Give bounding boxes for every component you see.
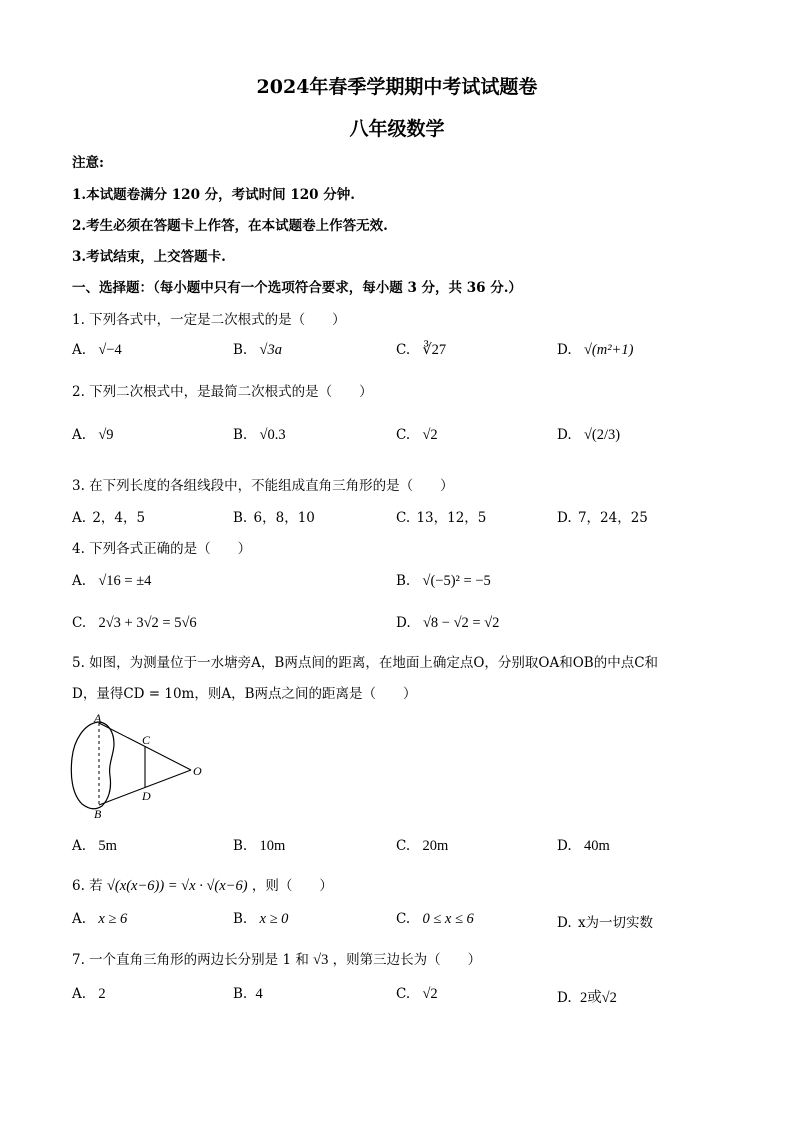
point-b-label: B <box>94 807 102 821</box>
option-expr: 2，4，5 <box>92 510 146 526</box>
option-expr: 6，8，10 <box>253 510 315 526</box>
question-7-stem <box>72 948 481 969</box>
option-expr: √16 = ±4 <box>98 573 152 589</box>
option-expr: 20m <box>422 838 449 854</box>
option-label: A. <box>72 838 87 854</box>
question-4-option-b <box>396 573 491 590</box>
stem-prefix: 6. 若 <box>72 878 103 894</box>
option-label: A. <box>72 573 87 589</box>
option-expr: √−4 <box>98 342 122 358</box>
point-o-label: O <box>193 764 202 778</box>
question-7-option-b <box>233 986 263 1003</box>
option-label: D. <box>557 427 572 443</box>
question-6-option-d <box>557 911 653 931</box>
question-1-option-b <box>233 342 282 359</box>
exam-subtitle: 八年级数学 <box>349 118 445 140</box>
option-expr: √9 <box>98 427 114 443</box>
notice-item-3: 3.考试结束，上交答题卡. <box>72 249 226 265</box>
option-label: D. <box>557 990 572 1006</box>
option-expr: 13，12，5 <box>416 510 487 526</box>
option-label: D. <box>557 838 572 854</box>
option-expr: √8 − √2 = √2 <box>422 615 500 631</box>
question-3-option-c <box>396 506 486 526</box>
question-6-option-a <box>72 911 127 928</box>
question-5-stem-line-2: D，量得CD = 10m，则A，B两点之间的距离是（ ） <box>72 686 417 702</box>
question-5-option-b <box>233 838 285 855</box>
pond-outline <box>71 722 114 809</box>
stem-expr: √(x(x−6)) = √x · √(x−6) <box>106 878 248 894</box>
question-2-option-c <box>396 427 438 444</box>
option-expr: √3a <box>259 342 282 358</box>
option-expr: 40m <box>583 838 610 854</box>
question-2-option-b <box>233 427 286 444</box>
stem-suffix: ，则（ ） <box>251 878 333 894</box>
option-expr: x ≥ 6 <box>98 911 128 927</box>
question-4-stem: 4. 下列各式正确的是（ ） <box>72 541 252 557</box>
option-label: D. <box>557 915 572 931</box>
question-4-option-d <box>396 615 499 632</box>
question-4-option-a <box>72 573 151 590</box>
option-expr: ∛27 <box>422 342 447 358</box>
question-3-option-b <box>233 506 315 526</box>
option-expr: √(2/3) <box>583 427 621 443</box>
point-d-label: D <box>142 789 151 803</box>
option-label: B. <box>233 510 248 526</box>
question-2-stem: 2. 下列二次根式中，是最简二次根式的是（ ） <box>72 384 373 400</box>
option-expr: √2 <box>422 986 438 1002</box>
option-label: A. <box>72 986 87 1002</box>
option-label: A. <box>72 911 87 927</box>
question-7-option-c <box>396 986 438 1003</box>
question-6-option-c <box>396 911 474 928</box>
question-1-option-d <box>557 342 633 359</box>
question-3-stem: 3. 在下列长度的各组线段中，不能组成直角三角形的是（ ） <box>72 478 454 494</box>
exam-title: 2024年春季学期期中考试试题卷 <box>256 76 538 98</box>
stem-prefix: 7. 一个直角三角形的两边长分别是 1 和 <box>72 952 309 968</box>
option-expr: 2 <box>98 986 106 1002</box>
option-label: C. <box>396 911 411 927</box>
option-label: A. <box>72 427 87 443</box>
question-5-option-c <box>396 838 448 855</box>
point-a-label: A <box>94 711 102 725</box>
option-expr: √(−5)² = −5 <box>422 573 491 589</box>
option-label: C. <box>72 615 87 631</box>
option-expr: 2或√2 <box>579 990 617 1006</box>
question-6-option-b <box>233 911 288 928</box>
option-expr: 5m <box>98 838 117 854</box>
question-1-stem: 1. 下列各式中，一定是二次根式的是（ ） <box>72 312 346 328</box>
pond-figure <box>62 710 222 822</box>
question-5-option-d <box>557 838 610 855</box>
option-label: B. <box>233 911 248 927</box>
option-label: B. <box>233 838 248 854</box>
question-1-option-c <box>396 342 446 359</box>
option-expr: x ≥ 0 <box>259 911 289 927</box>
question-3-option-a <box>72 506 145 526</box>
question-3-option-d <box>557 506 648 526</box>
notice-label: 注意: <box>72 155 104 171</box>
question-1-option-a <box>72 342 122 359</box>
stem-suffix: ，则第三边长为（ ） <box>332 952 482 968</box>
option-label: A. <box>72 342 87 358</box>
option-label: D. <box>557 342 572 358</box>
option-expr: x为一切实数 <box>577 915 654 931</box>
notice-item-2: 2.考生必须在答题卡上作答，在本试题卷上作答无效. <box>72 218 388 234</box>
option-expr: 2√3 + 3√2 = 5√6 <box>98 615 197 631</box>
option-expr: 10m <box>259 838 286 854</box>
option-expr: 7，24，25 <box>577 510 648 526</box>
stem-expr: √3 <box>313 952 329 968</box>
option-label: B. <box>396 573 411 589</box>
question-7-option-a <box>72 986 106 1003</box>
option-expr: √(m²+1) <box>583 342 634 358</box>
option-expr: 4 <box>255 986 263 1002</box>
section-heading: 一、选择题：（每小题中只有一个选项符合要求，每小题 3 分，共 36 分.） <box>72 280 522 296</box>
option-label: B. <box>233 986 248 1002</box>
question-4-option-c <box>72 615 197 632</box>
option-label: D. <box>396 615 411 631</box>
option-label: C. <box>396 427 411 443</box>
option-label: C. <box>396 838 411 854</box>
option-label: D. <box>557 510 572 526</box>
option-label: C. <box>396 986 411 1002</box>
option-label: C. <box>396 510 411 526</box>
option-expr: √2 <box>422 427 438 443</box>
option-expr: 0 ≤ x ≤ 6 <box>422 911 474 927</box>
question-2-option-a <box>72 427 114 444</box>
notice-item-1: 1.本试题卷满分 120 分，考试时间 120 分钟. <box>72 187 355 203</box>
option-label: A. <box>72 510 87 526</box>
question-5-stem-line-1: 5. 如图，为测量位于一水塘旁A，B两点间的距离，在地面上确定点O，分别取OA和OB的中点C和 <box>72 655 659 671</box>
question-2-option-d <box>557 427 620 444</box>
option-label: B. <box>233 342 248 358</box>
question-5-option-a <box>72 838 117 855</box>
question-6-stem <box>72 874 333 895</box>
point-c-label: C <box>142 733 151 747</box>
option-expr: √0.3 <box>259 427 286 443</box>
question-7-option-d <box>557 986 617 1007</box>
option-label: C. <box>396 342 411 358</box>
option-label: B. <box>233 427 248 443</box>
